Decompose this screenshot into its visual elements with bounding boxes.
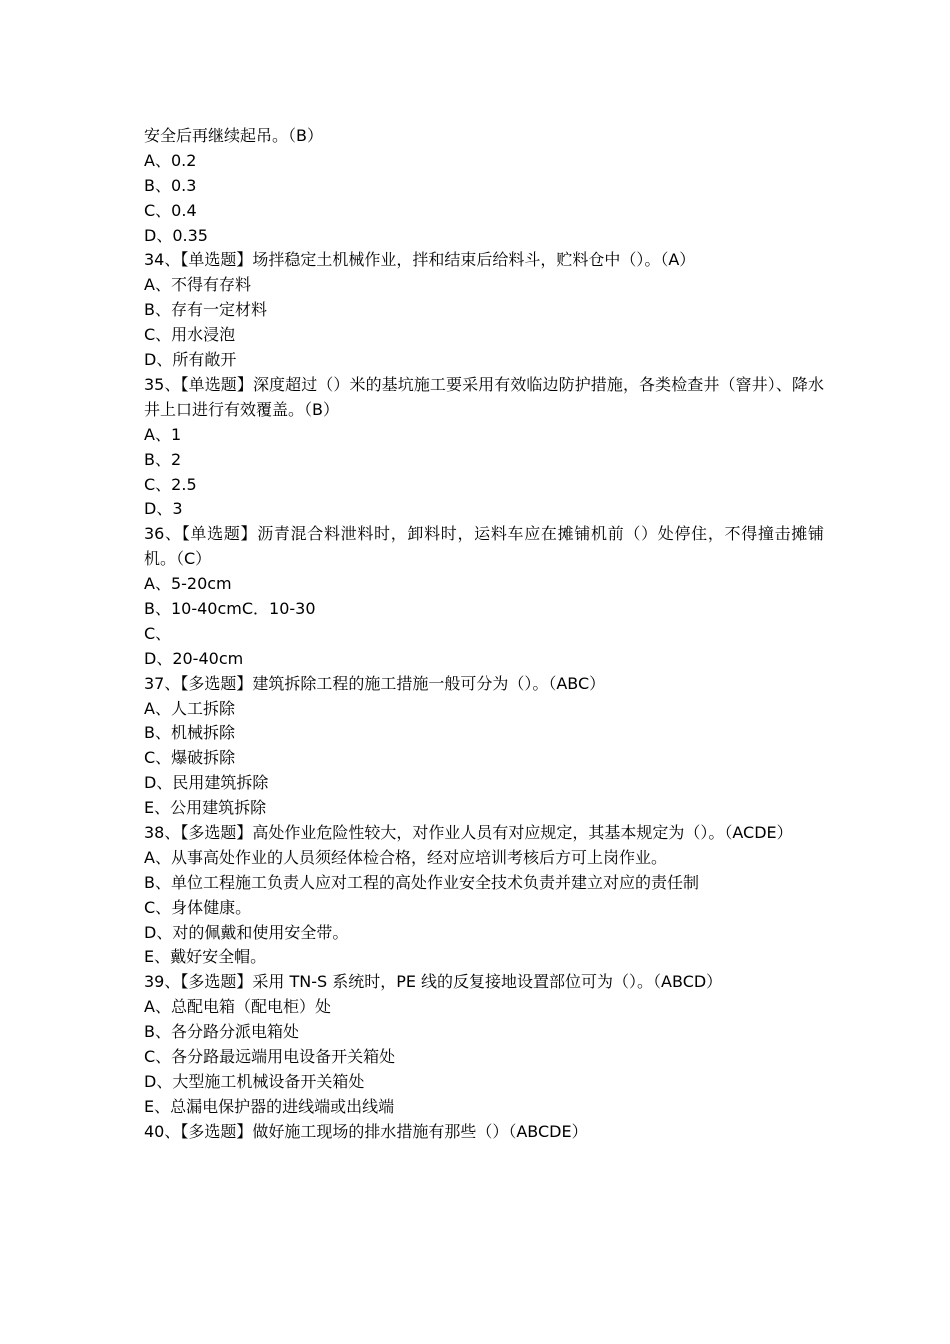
text-line: A、1 <box>144 424 182 444</box>
text-line: A、5-20cm <box>144 574 232 594</box>
text-line: A、人工拆除 <box>144 698 235 718</box>
text-line: C、各分路最远端用电设备开关箱处 <box>144 1047 396 1067</box>
text-line: D、所有敞开 <box>144 350 237 370</box>
question-list <box>144 124 824 1145</box>
text-line: E、戴好安全帽。 <box>144 947 267 967</box>
text-line: C、0.4 <box>144 200 197 220</box>
text-line: E、总漏电保护器的进线端或出线端 <box>144 1096 395 1116</box>
question-stem: 40、【多选题】做好施工现场的排水措施有那些（）（ABCDE） <box>144 1121 588 1141</box>
text-line: A、不得有存料 <box>144 275 251 295</box>
text-line: D、0.35 <box>144 225 208 245</box>
text-line: D、3 <box>144 499 183 519</box>
text-line: A、从事高处作业的人员须经体检合格，经对应培训考核后方可上岗作业。 <box>144 847 667 867</box>
text-line: B、10-40cmC．10-30 <box>144 599 316 618</box>
text-line: A、总配电箱（配电柜）处 <box>144 997 331 1017</box>
question-stem: 37、【多选题】建筑拆除工程的施工措施一般可分为（）。（ABC） <box>144 673 606 693</box>
text-line: B、机械拆除 <box>144 723 235 743</box>
text-line: C、爆破拆除 <box>144 748 236 768</box>
text-line: A、0.2 <box>144 150 197 170</box>
text-line: 安全后再继续起吊。（B） <box>144 126 323 145</box>
text-line: C、身体健康。 <box>144 897 252 917</box>
text-line: D、民用建筑拆除 <box>144 773 269 793</box>
text-line: C、用水浸泡 <box>144 325 236 345</box>
question-stem: 36、【单选题】沥青混合料泄料时，卸料时，运料车应在摊铺机前（）处停住，不得撞击摊铺机。（C） <box>144 524 824 569</box>
text-line: B、存有一定材料 <box>144 300 267 320</box>
question-stem: 38、【多选题】高处作业危险性较大，对作业人员有对应规定，其基本规定为（）。（ACDE） <box>144 823 793 843</box>
question-stem: 34、【单选题】场拌稳定土机械作业，拌和结束后给料斗，贮料仓中（）。（A） <box>144 250 696 270</box>
text-line: C、2.5 <box>144 474 197 494</box>
text-line: B、2 <box>144 449 182 469</box>
question-stem: 35、【单选题】深度超过（）米的基坑施工要采用有效临边防护措施，各类检查井（窨井）、降水井上口进行有效覆盖。（B） <box>144 374 824 419</box>
text-line: B、0.3 <box>144 175 197 195</box>
text-line: C、 <box>144 623 172 643</box>
text-line: E、公用建筑拆除 <box>144 798 267 818</box>
text-line: B、单位工程施工负责人应对工程的高处作业安全技术负责并建立对应的责任制 <box>144 872 699 892</box>
text-line: B、各分路分派电箱处 <box>144 1022 299 1042</box>
text-line: D、20-40cm <box>144 648 244 668</box>
text-line: D、大型施工机械设备开关箱处 <box>144 1071 365 1091</box>
text-line: D、对的佩戴和使用安全带。 <box>144 922 349 942</box>
question-stem: 39、【多选题】采用 TN-S 系统时，PE 线的反复接地设置部位可为（）。（ABCD） <box>144 972 723 992</box>
